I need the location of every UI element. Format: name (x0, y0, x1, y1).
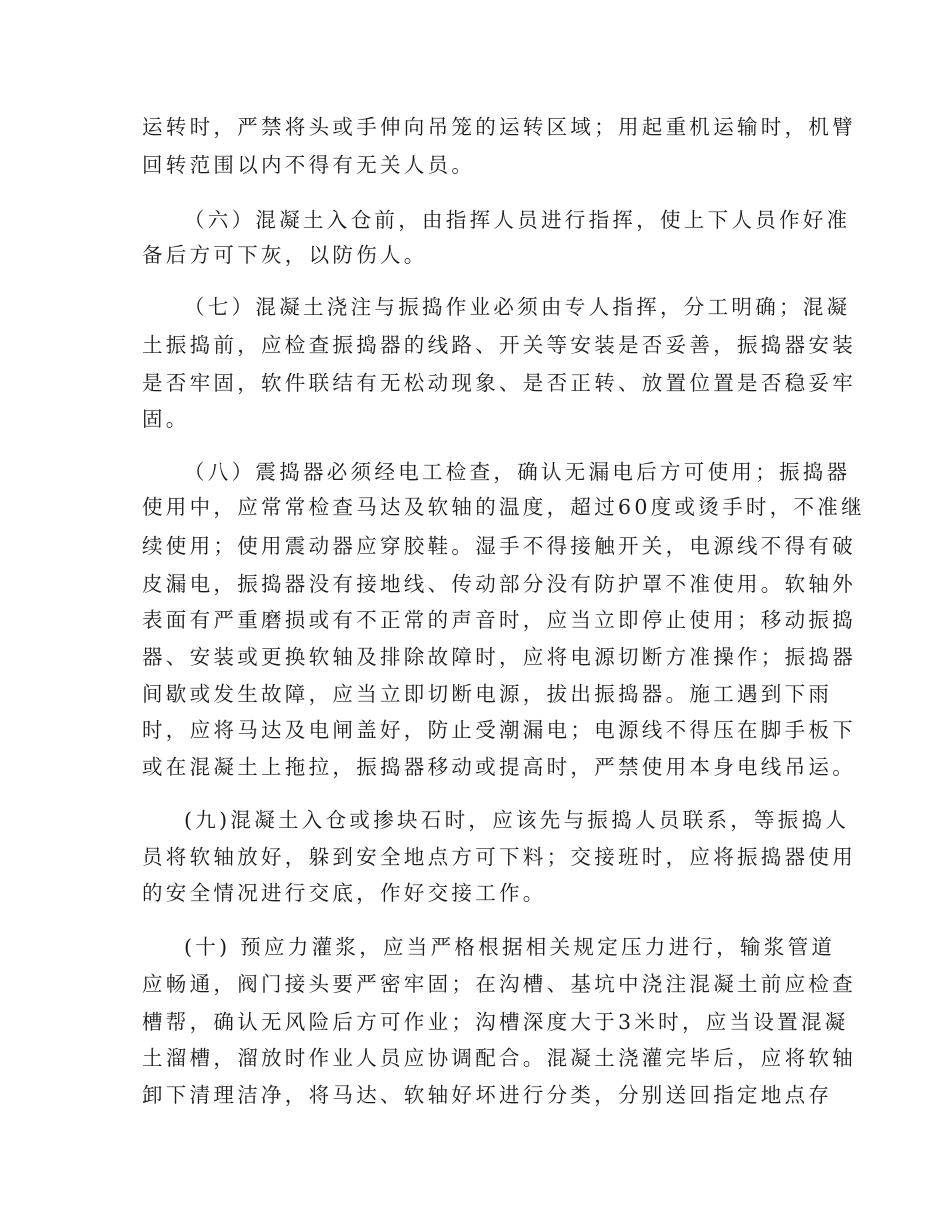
paragraph-1-line-2: 回转范围以内不得有无关人员。 (142, 153, 476, 177)
paragraph-3-line-2: 土振捣前，应检查振捣器的线路、开关等安装是否妥善，振捣器安装 (142, 333, 856, 357)
paragraph-1-line-1: 运转时，严禁将头或手伸向吊笼的运转区域；用起重机运输时，机臂 (142, 115, 856, 139)
paragraph-4-line-8: 时，应将马达及电闸盖好，防止受潮漏电；电源线不得压在脚手板下 (142, 718, 856, 742)
paragraph-3-line-3: 是否牢固，软件联结有无松动现象、是否正转、放置位置是否稳妥牢 (142, 371, 856, 395)
paragraph-4-line-6: 器、安装或更换软轴及排除故障时，应将电源切断方准操作；振捣器 (142, 645, 856, 669)
paragraph-4-line-5: 表面有严重磨损或有不正常的声音时，应当立即停止使用；移动振捣 (142, 608, 856, 632)
paragraph-4-line-2: 使用中，应常常检查马达及软轴的温度，超过60度或烫手时，不准继 (142, 495, 865, 519)
paragraph-4-line-3: 续使用；使用震动器应穿胶鞋。湿手不得接触开关，电源线不得有破 (142, 534, 856, 558)
paragraph-6-line-2: 应畅通，阀门接头要严密牢固；在沟槽、基坑中浇注混凝土前应检查 (142, 972, 856, 996)
paragraph-3-line-1: （七）混凝土浇注与振捣作业必须由专人指挥，分工明确；混凝 (184, 295, 851, 319)
paragraph-5-line-3: 的安全情况进行交底，作好交接工作。 (142, 881, 547, 905)
paragraph-3-line-4: 固。 (142, 407, 190, 431)
paragraph-6-line-5: 卸下清理洁净，将马达、软轴好坏进行分类，分别送回指定地点存 (142, 1083, 833, 1107)
paragraph-4-line-4: 皮漏电，振捣器没有接地线、传动部分没有防护罩不准使用。软轴外 (142, 572, 856, 596)
paragraph-5-line-1: (九)混凝土入仓或掺块石时，应该先与振捣人员联系，等振捣人 (184, 808, 850, 832)
paragraph-6-line-4: 土溜槽，溜放时作业人员应协调配合。混凝土浇灌完毕后，应将软轴 (142, 1046, 856, 1070)
paragraph-2-line-2: 备后方可下灰，以防伤人。 (142, 243, 428, 267)
paragraph-4-line-7: 间歇或发生故障，应当立即切断电源，拔出振捣器。施工遇到下雨 (142, 682, 833, 706)
paragraph-5-line-2: 员将软轴放好，躲到安全地点方可下料；交接班时，应将振捣器使用 (142, 845, 856, 869)
paragraph-4-line-9: 或在混凝土上拖拉，振捣器移动或提高时，严禁使用本身电线吊运。 (142, 755, 856, 779)
paragraph-2-line-1: （六）混凝土入仓前，由指挥人员进行指挥，使上下人员作好准 (184, 208, 851, 232)
paragraph-4-line-1: （八）震捣器必须经电工检查，确认无漏电后方可使用；振捣器 (184, 460, 851, 484)
paragraph-6-line-3: 槽帮，确认无风险后方可作业；沟槽深度大于3米时，应当设置混凝 (142, 1010, 849, 1034)
paragraph-6-line-1: (十) 预应力灌浆，应当严格根据相关规定压力进行，输浆管道 (184, 935, 836, 959)
